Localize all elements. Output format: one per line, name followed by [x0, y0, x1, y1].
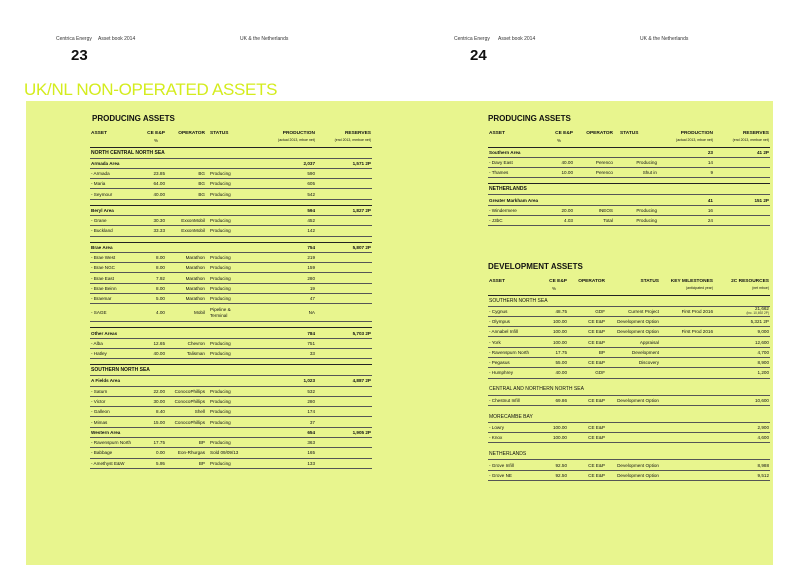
col-ce: CE E&P % [146, 129, 166, 147]
producing-assets-title: PRODUCING ASSETS [488, 114, 571, 123]
group-row-western: Western Area 654 1,905 2P [90, 427, 372, 437]
col-asset: ASSET [488, 129, 544, 147]
region-row: MORECAMBE BAY [488, 411, 770, 422]
producing-assets-table [488, 129, 770, 226]
producing-assets-table [90, 129, 372, 469]
col-status: STATUS [606, 277, 660, 295]
table-row: - Saturn 22.00 ConocoPhillips Producing 532 [90, 386, 372, 396]
table-row: - Annabel Infill 100.00 CE E&P Development Option First Prod 2016 9,000 [488, 327, 770, 337]
page-right [400, 0, 800, 565]
table-row: - Victor 30.00 ConocoPhillips Producing 280 [90, 396, 372, 406]
page-number: 23 [71, 47, 88, 64]
col-reserves: RESERVES (end 2013, mmboe net) [714, 129, 770, 147]
table-row: - Seymour 40.00 BG Producing 542 [90, 189, 372, 199]
col-asset: ASSET [90, 129, 146, 147]
table-row: - SAGE 4.00 Mobil Pipeline & Terminal NA [90, 304, 372, 322]
col-status: STATUS [614, 129, 658, 147]
region-row: CENTRAL AND NORTHERN NORTH SEA [488, 384, 770, 395]
table-row: - Babbage 0.00 Eon-Rhurgas Sold 09/09/13 165 [90, 448, 372, 458]
col-production: PRODUCTION (actual 2013, mboe net) [658, 129, 714, 147]
table-row: - Buckland 33.33 ExxonMobil Producing 142 [90, 226, 372, 236]
table-row: - Davy East 40.00 Perenco Producing 14 [488, 157, 770, 167]
col-milestones: KEY MILESTONES (anticipated year) [660, 277, 714, 295]
table-row: - Braemar 5.00 Marathon Producing 47 [90, 294, 372, 304]
col-asset: ASSET [488, 277, 540, 295]
table-row: - Grove NE 92.50 CE E&P Development Option 9,512 [488, 470, 770, 480]
table-row: - Amethyst E&W 5.95 BP Producing 133 [90, 458, 372, 468]
col-reserves: RESERVES (end 2013, mmboe net) [316, 129, 372, 147]
header-region: UK & the Netherlands [240, 36, 289, 42]
page-title: UK/NL NON-OPERATED ASSETS [24, 80, 278, 99]
table-row: - Brae NGC 8.00 Marathon Producing 159 [90, 263, 372, 273]
table-row: - Maria 64.00 BG Producing 605 [90, 179, 372, 189]
table-row: - Ravenspurn North 17.75 BP Producing 363 [90, 438, 372, 448]
region-row: NORTH CENTRAL NORTH SEA [90, 147, 372, 158]
region-row: NETHERLANDS [488, 449, 770, 460]
header-book: Asset book 2014 [98, 36, 136, 42]
region-row: NETHERLANDS [488, 184, 770, 195]
header-company: Centrica Energy [56, 36, 92, 42]
group-row-brae: Brae Area 754 5,807 2P [90, 242, 372, 252]
table-row: - Brae West 8.00 Marathon Producing 219 [90, 252, 372, 262]
table-row: - Knox 100.00 CE E&P 4,600 [488, 433, 770, 443]
header-book: Asset book 2014 [498, 36, 536, 42]
col-status: STATUS [206, 129, 254, 147]
table-row: - Brae Beinn 8.00 Marathon Producing 19 [90, 283, 372, 293]
col-production: PRODUCTION (actual 2013, mboe net) [254, 129, 316, 147]
header-region: UK & the Netherlands [640, 36, 689, 42]
table-row: - Hatley 40.00 Talisman Producing 33 [90, 348, 372, 358]
table-row: - Olympus 100.00 CE E&P Development Option 5,321 2P [488, 316, 770, 326]
region-row: SOUTHERN NORTH SEA [488, 295, 770, 306]
header-company: Centrica Energy [454, 36, 490, 42]
table-row: - Lowry 100.00 CE E&P 2,900 [488, 422, 770, 432]
table-row: - Chestnut Infill 69.86 CE E&P Development Option 10,600 [488, 395, 770, 405]
development-assets-title: DEVELOPMENT ASSETS [488, 262, 583, 271]
col-operator: OPERATOR [568, 277, 606, 295]
table-row: - Grove Infill 92.50 CE E&P Development Option 8,988 [488, 460, 770, 470]
region-row: SOUTHERN NORTH SEA [90, 365, 372, 376]
group-row-afields: A Fields Area 1,023 4,887 2P [90, 376, 372, 386]
group-row-southern: Southern Area 23 41 2P [488, 147, 770, 157]
table-row: - Armada 23.85 BG Producing 590 [90, 168, 372, 178]
table-header [90, 129, 372, 147]
producing-assets-title: PRODUCING ASSETS [92, 114, 175, 123]
table-row: - York 100.00 CE E&P Appraisal 12,600 [488, 337, 770, 347]
col-ce: CE E&P % [540, 277, 568, 295]
table-row: - Alba 12.65 Chevron Producing 751 [90, 338, 372, 348]
col-operator: OPERATOR [166, 129, 206, 147]
group-row-beryl: Beryl Area 594 1,827 2P [90, 205, 372, 215]
group-row-other: Other Areas 784 5,703 2P [90, 328, 372, 338]
table-row: - Cygnus 48.75 GDF Current Project First Prod 2016 21,662 (inc. 10,692 2P) [489, 306, 769, 316]
table-row: - Galleon 8.40 Shell Producing 174 [90, 407, 372, 417]
page-number: 24 [470, 47, 487, 64]
table-header [488, 277, 770, 295]
table-row: - Humphrey 40.00 GDF 1,200 [488, 368, 770, 378]
table-row: - Brae East 7.92 Marathon Producing 280 [90, 273, 372, 283]
table-row: - Ravenspurn North 17.75 BP Development 4,700 [488, 347, 770, 357]
table-row: - Windermere 20.00 INEOS Producing 16 [488, 205, 770, 215]
table-row: - Pegasus 55.00 CE E&P Discovery 8,900 [488, 357, 770, 367]
col-resources: 2C RESOURCES (net mboe) [714, 277, 770, 295]
col-operator: OPERATOR [574, 129, 614, 147]
table-row: - Thames 10.00 Perenco Shut in 9 [488, 168, 770, 178]
table-row: - J3bC 4.03 Total Producing 24 [488, 215, 770, 225]
table-header [488, 129, 770, 147]
group-row-markham: Greater Markham Area 41 151 2P [488, 195, 770, 205]
table-row: - Grane 30.30 ExxonMobil Producing 452 [90, 215, 372, 225]
table-row: - Mimas 15.00 ConocoPhillips Producing 37 [90, 417, 372, 427]
col-ce: CE E&P % [544, 129, 574, 147]
development-assets-table [488, 277, 770, 481]
group-row-armada: Armada Area 2,037 1,571 2P [90, 158, 372, 168]
